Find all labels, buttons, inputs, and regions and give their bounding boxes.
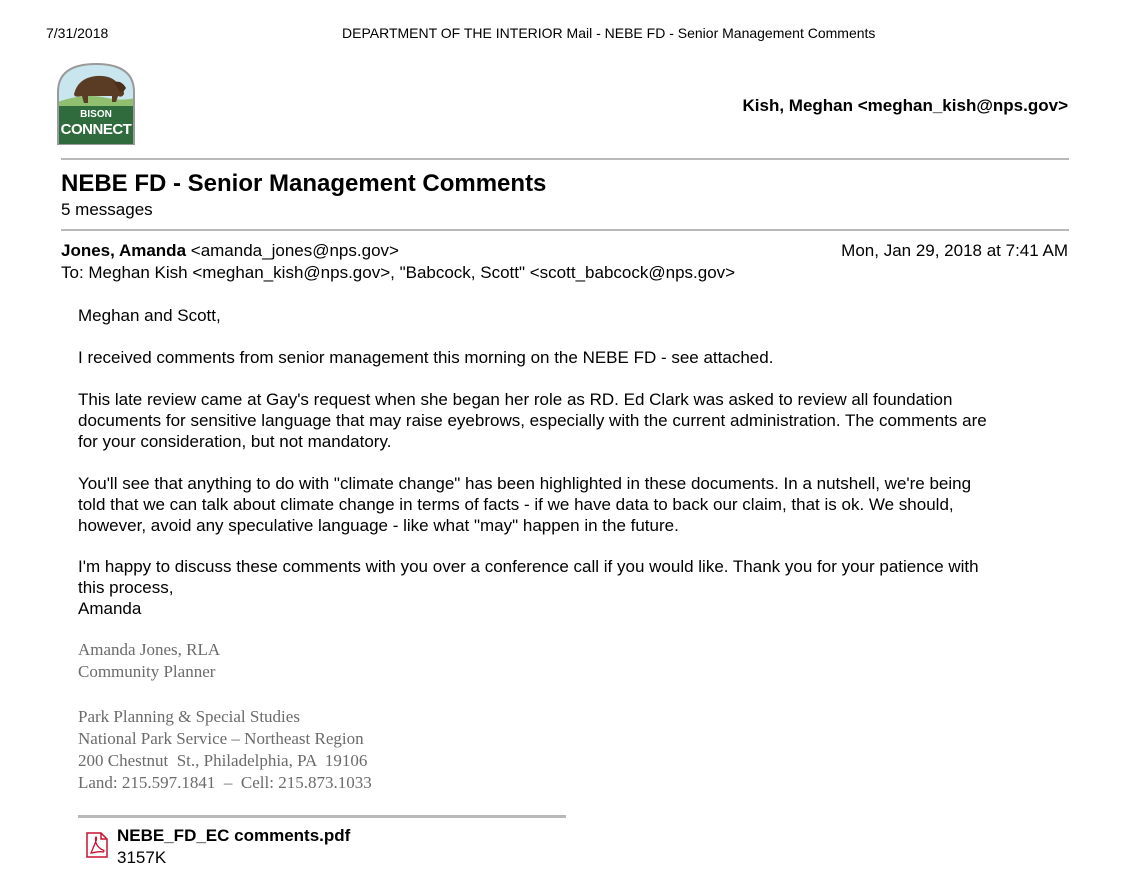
message-paragraph-2 bbox=[78, 389, 987, 452]
signature-phones: Land: 215.597.1841 – Cell: 215.873.1033 bbox=[78, 773, 372, 792]
paragraph-line: This late review came at Gay's request when she began her role as RD. Ed Clark was asked to review all foundation bbox=[78, 390, 953, 409]
message-sender bbox=[61, 241, 399, 261]
attachment-divider bbox=[78, 815, 566, 818]
print-date: 7/31/2018 bbox=[46, 25, 109, 41]
logo-text-connect: CONNECT bbox=[60, 121, 132, 138]
thread-divider bbox=[61, 229, 1069, 231]
attachment-name[interactable]: NEBE_FD_EC comments.pdf bbox=[117, 826, 351, 845]
paragraph-line: I received comments from senior management this morning on the NEBE FD - see attached. bbox=[78, 348, 774, 367]
message-paragraph-1 bbox=[78, 347, 773, 368]
signature-dept: Park Planning & Special Studies bbox=[78, 707, 300, 726]
sender-name: Jones, Amanda bbox=[61, 241, 187, 260]
sender-email: <amanda_jones@nps.gov> bbox=[190, 241, 399, 260]
logo-text-bison: BISON bbox=[80, 109, 112, 120]
signature-name: Amanda Jones, RLA bbox=[78, 640, 221, 659]
signature-address: 200 Chestnut St., Philadelphia, PA 19106 bbox=[78, 751, 368, 770]
signature-org: National Park Service – Northeast Region bbox=[78, 729, 364, 748]
paragraph-line: this process, bbox=[78, 578, 174, 597]
signature-org-block bbox=[78, 706, 372, 794]
message-paragraph-4 bbox=[78, 556, 979, 619]
message-paragraph-3 bbox=[78, 473, 971, 536]
print-page-title: DEPARTMENT OF THE INTERIOR Mail - NEBE FD - Senior Management Comments bbox=[342, 25, 876, 41]
signature-role: Community Planner bbox=[78, 662, 216, 681]
paragraph-line: documents for sensitive language that may raise eyebrows, especially with the current administration. The comments are bbox=[78, 411, 987, 430]
account-identity: Kish, Meghan <meghan_kish@nps.gov> bbox=[742, 96, 1068, 115]
message-count: 5 messages bbox=[61, 200, 153, 219]
pdf-file-icon bbox=[84, 832, 110, 858]
paragraph-line: You'll see that anything to do with "climate change" has been highlighted in these documents. In a nutshell, we're being bbox=[78, 474, 972, 493]
message-greeting bbox=[78, 305, 221, 326]
attachment-size: 3157K bbox=[117, 848, 167, 867]
message-date: Mon, Jan 29, 2018 at 7:41 AM bbox=[841, 241, 1068, 260]
header-divider bbox=[61, 158, 1069, 160]
paragraph-line: for your consideration, but not mandatory. bbox=[78, 432, 392, 451]
bison-connect-logo bbox=[52, 62, 140, 145]
message-recipients: To: Meghan Kish <meghan_kish@nps.gov>, "Babcock, Scott" <scott_babcock@nps.gov> bbox=[61, 263, 736, 282]
signoff-line: Amanda bbox=[78, 599, 142, 618]
paragraph-line: however, avoid any speculative language - like what "may" happen in the future. bbox=[78, 516, 679, 535]
paragraph-line: I'm happy to discuss these comments with you over a conference call if you would like. Thank you for your patience with bbox=[78, 557, 979, 576]
greeting-line: Meghan and Scott, bbox=[78, 306, 221, 325]
paragraph-line: told that we can talk about climate change in terms of facts - if we have data to back our claim, that is ok. We should, bbox=[78, 495, 954, 514]
thread-subject: NEBE FD - Senior Management Comments bbox=[61, 170, 547, 197]
signature-block bbox=[78, 639, 220, 683]
